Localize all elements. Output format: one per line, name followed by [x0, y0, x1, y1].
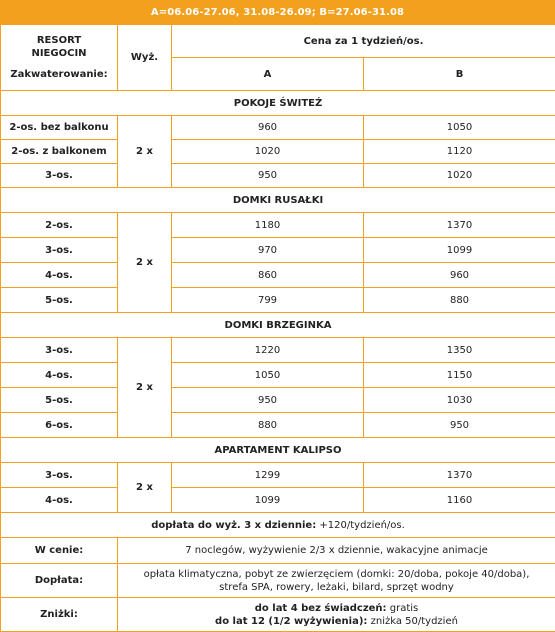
price-a: 1050: [172, 363, 364, 388]
extra-label: Dopłata:: [1, 564, 118, 598]
board-value: 2 x: [118, 463, 172, 513]
row-label: 2-os. bez balkonu: [1, 116, 118, 140]
resort-name-line: RESORT: [3, 34, 115, 47]
row-label: 3-os.: [1, 338, 118, 363]
extra-line-1: opłata klimatyczna, pobyt ze zwierzęciem (domki: 20/doba, pokoje 40/doba),: [120, 568, 553, 581]
price-b: 1150: [364, 363, 555, 388]
resort-header: [1, 25, 118, 91]
price-b: 1020: [364, 164, 555, 188]
price-a: 970: [172, 238, 364, 263]
section-title: DOMKI BRZEGINKA: [1, 313, 555, 338]
price-b: 1160: [364, 488, 555, 513]
discounts-value: [118, 598, 555, 632]
row-label: 3-os.: [1, 164, 118, 188]
price-b: 1120: [364, 140, 555, 164]
row-label: 6-os.: [1, 413, 118, 438]
discount-2-label: do lat 12 (1/2 wyżywienia):: [215, 616, 367, 627]
row-label: 5-os.: [1, 388, 118, 413]
discounts-label: Zniżki:: [1, 598, 118, 632]
price-a: 1180: [172, 213, 364, 238]
board-value: 2 x: [118, 116, 172, 188]
discount-1-value: gratis: [387, 603, 419, 614]
row-label: 5-os.: [1, 288, 118, 313]
row-label: 2-os.: [1, 213, 118, 238]
section-title: DOMKI RUSAŁKI: [1, 188, 555, 213]
price-a: 1020: [172, 140, 364, 164]
in-price-label: W cenie:: [1, 538, 118, 564]
price-a: 880: [172, 413, 364, 438]
row-label: 4-os.: [1, 488, 118, 513]
col-b-header: B: [364, 58, 555, 91]
row-label: 2-os. z balkonem: [1, 140, 118, 164]
price-a: 960: [172, 116, 364, 140]
price-b: 880: [364, 288, 555, 313]
row-label: 4-os.: [1, 263, 118, 288]
price-table: [0, 24, 555, 632]
accommodation-label: Zakwaterowanie:: [3, 68, 115, 81]
discount-2-value: zniżka 50/tydzień: [367, 616, 458, 627]
resort-name-line: NIEGOCIN: [3, 47, 115, 60]
price-b: 1370: [364, 463, 555, 488]
price-b: 950: [364, 413, 555, 438]
price-a: 1220: [172, 338, 364, 363]
price-b: 1370: [364, 213, 555, 238]
extra-value: [118, 564, 555, 598]
col-a-header: A: [172, 58, 364, 91]
price-a: 1299: [172, 463, 364, 488]
price-a: 950: [172, 164, 364, 188]
price-b: 1099: [364, 238, 555, 263]
board-value: 2 x: [118, 213, 172, 313]
extra-line-2: strefa SPA, rowery, leżaki, bilard, sprzęt wodny: [120, 581, 553, 594]
price-a: 860: [172, 263, 364, 288]
board-header: Wyż.: [118, 25, 172, 91]
price-a: 950: [172, 388, 364, 413]
supplement-value: +120/tydzień/os.: [316, 520, 405, 531]
price-a: 1099: [172, 488, 364, 513]
price-a: 799: [172, 288, 364, 313]
in-price-value: 7 noclegów, wyżywienie 2/3 x dziennie, wakacyjne animacje: [118, 538, 555, 564]
price-b: 1030: [364, 388, 555, 413]
resort-name: [3, 34, 115, 60]
season-banner: A=06.06-27.06, 31.08-26.09; B=27.06-31.08: [0, 0, 555, 24]
price-b: 960: [364, 263, 555, 288]
price-b: 1050: [364, 116, 555, 140]
section-title: POKOJE ŚWITEŹ: [1, 91, 555, 116]
supplement-label: dopłata do wyż. 3 x dziennie:: [151, 520, 316, 531]
discount-1-label: do lat 4 bez świadczeń:: [255, 603, 387, 614]
board-value: 2 x: [118, 338, 172, 438]
price-title: Cena za 1 tydzień/os.: [172, 25, 555, 58]
row-label: 3-os.: [1, 463, 118, 488]
price-b: 1350: [364, 338, 555, 363]
discount-line-2: [120, 615, 553, 628]
section-title: APARTAMENT KALIPSO: [1, 438, 555, 463]
row-label: 3-os.: [1, 238, 118, 263]
discount-line-1: [120, 602, 553, 615]
row-label: 4-os.: [1, 363, 118, 388]
supplement-row: [1, 513, 555, 538]
